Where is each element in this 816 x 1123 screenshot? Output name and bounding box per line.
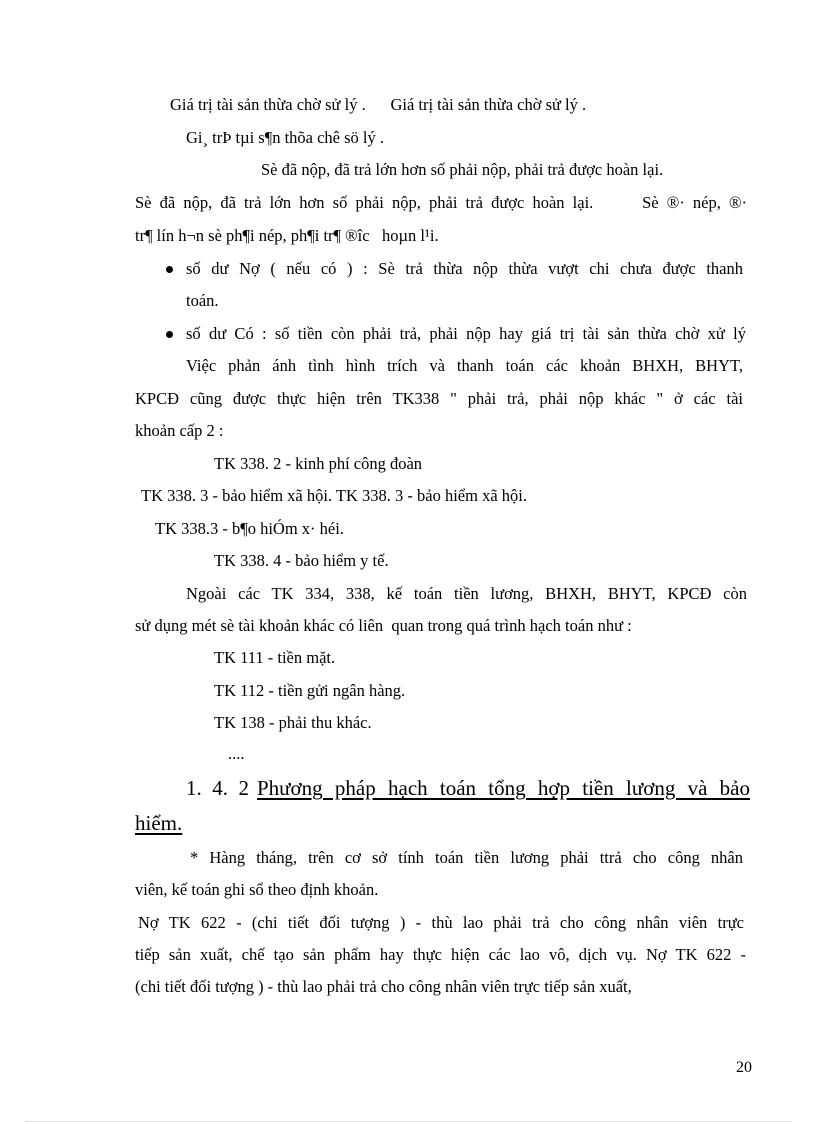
account-line: TK 111 - tiền mặt. bbox=[214, 648, 336, 667]
list-item: toán. bbox=[186, 291, 219, 310]
paragraph-line: tiếp sản xuất, chế tạo sản phẩm hay thực hiện các lao vô, dịch vụ. Nợ TK 622 - bbox=[135, 945, 746, 964]
paragraph-line: Ngoài các TK 334, 338, kế toán tiền lương, BHXH, BHYT, KPCĐ còn bbox=[186, 584, 747, 603]
paragraph-line: (chi tiết đối tượng ) - thù lao phải trả cho công nhân viên trực tiếp sản xuất, bbox=[135, 977, 632, 996]
section-number: 1. 4. 2 bbox=[186, 776, 249, 800]
section-heading: hiểm. bbox=[135, 811, 183, 835]
list-item: số dư Có : số tiền còn phải trả, phải nộp hay giá trị tài sản thừa chờ xử lý bbox=[186, 324, 746, 343]
section-heading: Phương pháp hạch toán tổng hợp tiền lương và bảo bbox=[257, 776, 750, 800]
page-number: 20 bbox=[736, 1059, 752, 1076]
paragraph-line: KPCĐ cũng được thực hiện trên TK338 " phải trả, phải nộp khác " ở các tài bbox=[135, 389, 743, 408]
text-line: Gi¸ trÞ tµi s¶n thõa chê sö lý . bbox=[186, 128, 385, 147]
paragraph-line: Nợ TK 622 - (chi tiết đối tượng ) - thù lao phải trả cho công nhân viên trực bbox=[138, 913, 744, 932]
account-line: TK 338. 3 - bảo hiểm xã hội. TK 338. 3 - bảo hiểm xã hội. bbox=[141, 486, 528, 505]
text-line: tr¶ lín h¬n sè ph¶i nép, ph¶i tr¶ ®îc hoµn l¹i. bbox=[135, 226, 439, 245]
text-line: Giá trị tài sản thừa chờ sử lý . Giá trị tài sản thừa chờ sử lý . bbox=[170, 95, 587, 114]
text-line: Sè đã nộp, đã trả lớn hơn số phải nộp, phải trả được hoàn lại. Sè ®· nép, ®· bbox=[135, 193, 747, 212]
list-item: số dư Nợ ( nếu có ) : Sè trả thừa nộp thừa vượt chi chưa được thanh bbox=[186, 259, 743, 278]
paragraph-line: * Hàng tháng, trên cơ sở tính toán tiền lương phải ttrả cho công nhân bbox=[190, 848, 743, 867]
paragraph-line: Việc phản ánh tình hình trích và thanh toán các khoản BHXH, BHYT, bbox=[186, 356, 743, 375]
ellipsis-line: .... bbox=[228, 744, 245, 763]
bullet-icon bbox=[166, 331, 173, 338]
footer-divider bbox=[25, 1121, 791, 1122]
account-line: TK 338.3 - b¶o hiÓm x· héi. bbox=[155, 519, 344, 538]
bullet-icon bbox=[166, 266, 173, 273]
account-line: TK 112 - tiền gửi ngân hàng. bbox=[214, 681, 406, 700]
paragraph-line: khoản cấp 2 : bbox=[135, 421, 224, 440]
text-line: Sè đã nộp, đã trả lớn hơn số phải nộp, phải trả được hoàn lại. bbox=[261, 160, 664, 179]
account-line: TK 338. 2 - kinh phí công đoàn bbox=[214, 454, 423, 473]
account-line: TK 138 - phải thu khác. bbox=[214, 713, 372, 732]
paragraph-line: viên, kế toán ghi sổ theo định khoản. bbox=[135, 880, 379, 899]
account-line: TK 338. 4 - bảo hiểm y tế. bbox=[214, 551, 389, 570]
paragraph-line: sử dụng mét sè tài khoản khác có liên quan trong quá trình hạch toán như : bbox=[135, 616, 632, 635]
